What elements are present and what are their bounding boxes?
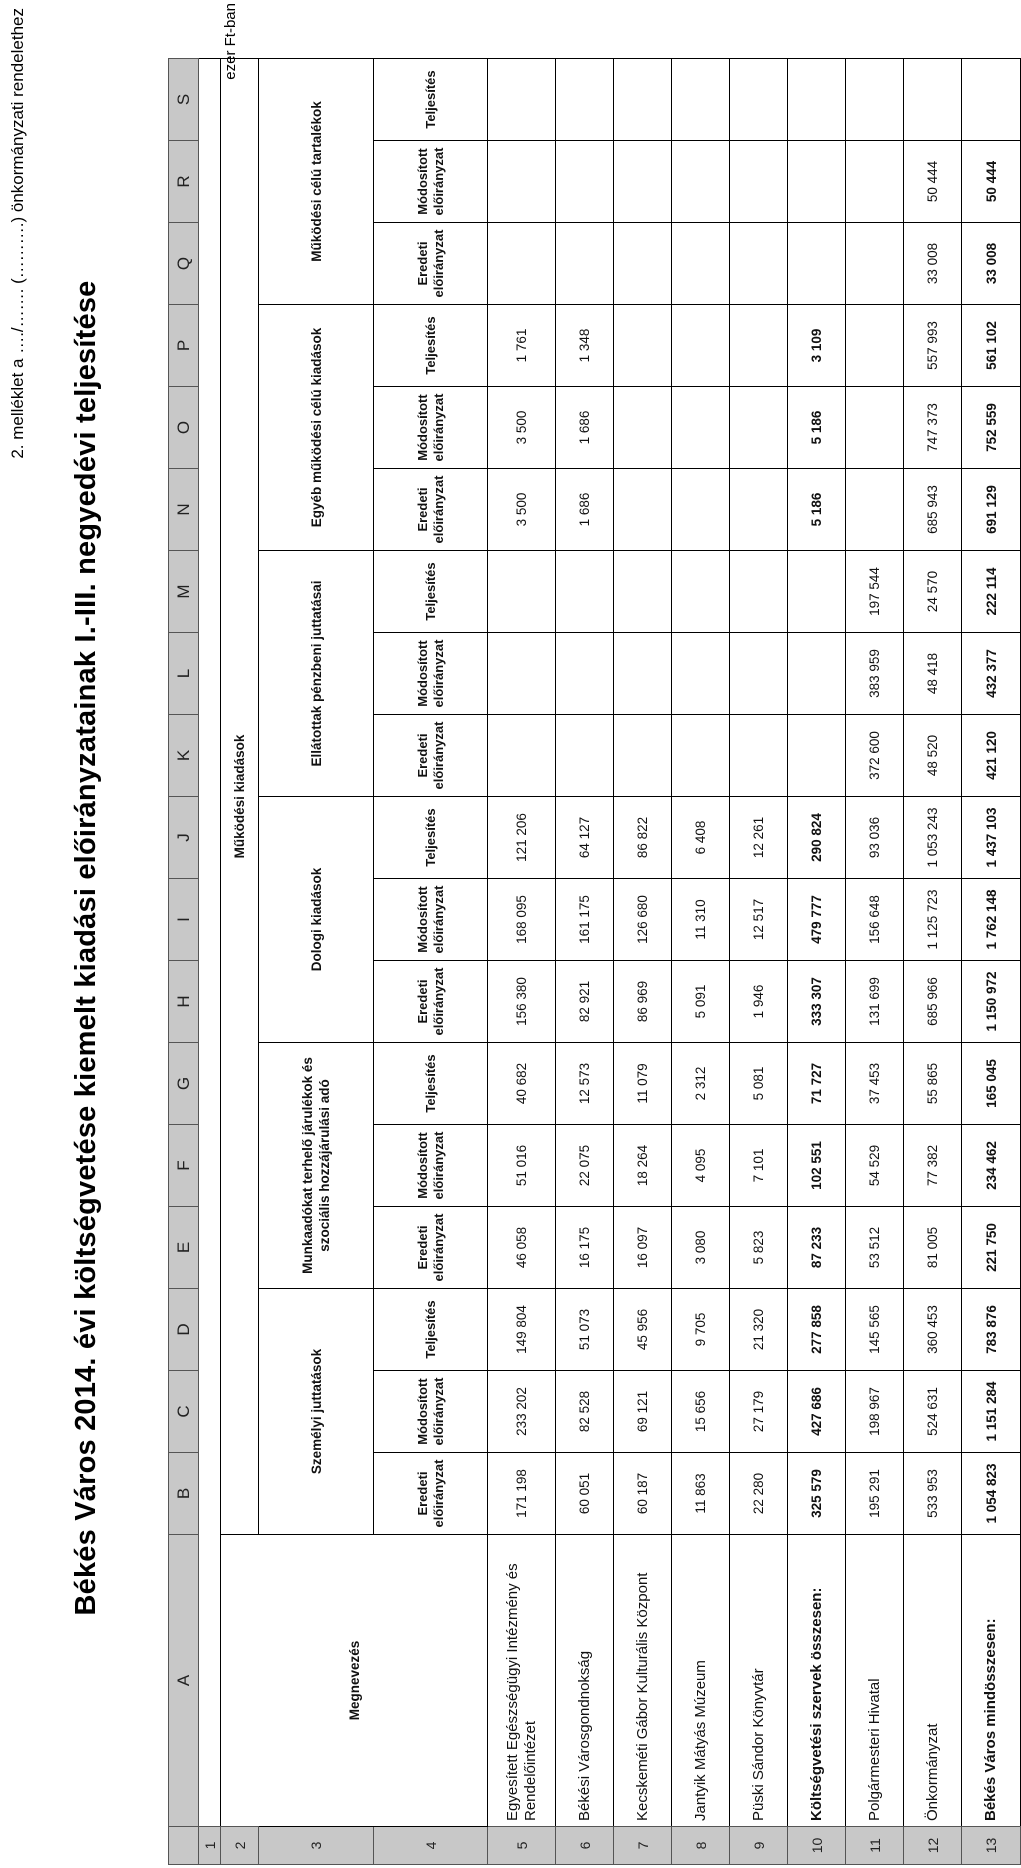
value-cell[interactable]: 233 202 [488, 1371, 556, 1453]
subheader-cell: Eredeti előirányzat [374, 1207, 488, 1289]
value-cell[interactable]: 12 517 [730, 879, 788, 961]
total-row [788, 59, 846, 1865]
value-cell[interactable]: 121 206 [488, 797, 556, 879]
value-cell[interactable]: 1 348 [556, 305, 614, 387]
table-row [904, 59, 962, 1865]
value-cell[interactable] [672, 633, 730, 715]
value-cell[interactable]: 5 091 [672, 961, 730, 1043]
value-cell[interactable]: 161 175 [556, 879, 614, 961]
corner-cell[interactable] [169, 1827, 199, 1865]
value-cell[interactable]: 1 946 [730, 961, 788, 1043]
subheader-cell: Módosított előirányzat [374, 1371, 488, 1453]
value-cell[interactable]: 1 686 [556, 469, 614, 551]
value-cell[interactable]: 16 097 [614, 1207, 672, 1289]
value-cell[interactable]: 783 876 [962, 1289, 1021, 1371]
subheader-cell: Eredeti előirányzat [374, 469, 488, 551]
row-number[interactable]: 7 [614, 1827, 672, 1865]
subheader-cell: Teljesítés [374, 797, 488, 879]
column-header-b[interactable]: B [169, 1453, 199, 1535]
column-header-m[interactable]: M [169, 551, 199, 633]
value-cell[interactable]: 432 377 [962, 633, 1021, 715]
column-header-e[interactable]: E [169, 1207, 199, 1289]
value-cell[interactable] [672, 469, 730, 551]
column-header-row [169, 59, 199, 1865]
value-cell[interactable]: 48 418 [904, 633, 962, 715]
table-row [556, 59, 614, 1865]
row-number[interactable]: 12 [904, 1827, 962, 1865]
value-cell[interactable] [788, 551, 846, 633]
column-header-r[interactable]: R [169, 141, 199, 223]
value-cell[interactable]: 9 705 [672, 1289, 730, 1371]
value-cell[interactable] [904, 59, 962, 141]
value-cell[interactable] [730, 305, 788, 387]
group-header: Egyéb működési célú kiadások [259, 305, 374, 551]
value-cell[interactable] [962, 59, 1021, 141]
value-cell[interactable]: 5 186 [788, 387, 846, 469]
value-cell[interactable]: 50 444 [962, 141, 1021, 223]
column-header-i[interactable]: I [169, 879, 199, 961]
value-cell[interactable] [788, 59, 846, 141]
value-cell[interactable]: 46 058 [488, 1207, 556, 1289]
group-header: Ellátottak pénzbeni juttatásai [259, 551, 374, 797]
header-row [221, 59, 259, 1865]
column-header-n[interactable]: N [169, 469, 199, 551]
row-name-cell[interactable]: Önkormányzat [904, 1535, 962, 1827]
value-cell[interactable] [846, 305, 904, 387]
value-cell[interactable] [730, 59, 788, 141]
subheader-cell: Eredeti előirányzat [374, 223, 488, 305]
value-cell[interactable]: 171 198 [488, 1453, 556, 1535]
value-cell[interactable]: 333 307 [788, 961, 846, 1043]
subheader-cell: Teljesítés [374, 59, 488, 141]
value-cell[interactable]: 24 570 [904, 551, 962, 633]
value-cell[interactable]: 5 081 [730, 1043, 788, 1125]
value-cell[interactable]: 383 959 [846, 633, 904, 715]
value-cell[interactable]: 557 993 [904, 305, 962, 387]
value-cell[interactable]: 1 053 243 [904, 797, 962, 879]
row-name-cell[interactable]: Polgármesteri Hivatal [846, 1535, 904, 1827]
row-number[interactable]: 4 [374, 1827, 488, 1865]
column-header-j[interactable]: J [169, 797, 199, 879]
value-cell[interactable]: 221 750 [962, 1207, 1021, 1289]
value-cell[interactable]: 165 045 [962, 1043, 1021, 1125]
value-cell[interactable]: 1 761 [488, 305, 556, 387]
empty-cell [199, 141, 221, 1827]
row-number[interactable]: 3 [259, 1827, 374, 1865]
value-cell[interactable]: 277 858 [788, 1289, 846, 1371]
value-cell[interactable] [730, 715, 788, 797]
name-column-header: Megnevezés [221, 1535, 488, 1827]
value-cell[interactable]: 5 186 [788, 469, 846, 551]
value-cell[interactable]: 33 008 [904, 223, 962, 305]
row-number[interactable]: 5 [488, 1827, 556, 1865]
value-cell[interactable]: 15 656 [672, 1371, 730, 1453]
value-cell[interactable] [556, 141, 614, 223]
value-cell[interactable] [788, 223, 846, 305]
value-cell[interactable]: 82 528 [556, 1371, 614, 1453]
value-cell[interactable]: 479 777 [788, 879, 846, 961]
value-cell[interactable] [556, 633, 614, 715]
value-cell[interactable]: 131 699 [846, 961, 904, 1043]
value-cell[interactable] [672, 141, 730, 223]
column-header-p[interactable]: P [169, 305, 199, 387]
row-number[interactable]: 9 [730, 1827, 788, 1865]
value-cell[interactable]: 60 051 [556, 1453, 614, 1535]
value-cell[interactable]: 60 187 [614, 1453, 672, 1535]
value-cell[interactable]: 149 804 [488, 1289, 556, 1371]
value-cell[interactable] [672, 551, 730, 633]
subheader-cell: Módosított előirányzat [374, 387, 488, 469]
subheader-cell: Módosított előirányzat [374, 633, 488, 715]
group-header: Személyi juttatások [259, 1289, 374, 1535]
value-cell[interactable]: 145 565 [846, 1289, 904, 1371]
value-cell[interactable]: 11 079 [614, 1043, 672, 1125]
row-number[interactable]: 13 [962, 1827, 1021, 1865]
subheader-cell: Eredeti előirányzat [374, 1453, 488, 1535]
subheader-cell: Módosított előirányzat [374, 141, 488, 223]
budget-table [168, 58, 1021, 1865]
value-cell[interactable]: 33 008 [962, 223, 1021, 305]
value-cell[interactable]: 81 005 [904, 1207, 962, 1289]
value-cell[interactable] [730, 141, 788, 223]
value-cell[interactable]: 21 320 [730, 1289, 788, 1371]
value-cell[interactable] [556, 551, 614, 633]
value-cell[interactable] [730, 551, 788, 633]
empty-cell [199, 59, 221, 141]
value-cell[interactable]: 51 016 [488, 1125, 556, 1207]
value-cell[interactable] [488, 715, 556, 797]
total-row [962, 59, 1021, 1865]
sheet-row [199, 59, 221, 1865]
column-header-l[interactable]: L [169, 633, 199, 715]
table-row [614, 59, 672, 1865]
column-header-q[interactable]: Q [169, 223, 199, 305]
value-cell[interactable]: 197 544 [846, 551, 904, 633]
value-cell[interactable]: 691 129 [962, 469, 1021, 551]
value-cell[interactable]: 18 264 [614, 1125, 672, 1207]
column-header-f[interactable]: F [169, 1125, 199, 1207]
row-number[interactable]: 10 [788, 1827, 846, 1865]
value-cell[interactable]: 168 095 [488, 879, 556, 961]
value-cell[interactable]: 86 969 [614, 961, 672, 1043]
value-cell[interactable]: 3 080 [672, 1207, 730, 1289]
subheader-cell: Teljesítés [374, 1289, 488, 1371]
value-cell[interactable]: 1 054 823 [962, 1453, 1021, 1535]
value-cell[interactable] [614, 551, 672, 633]
column-header-g[interactable]: G [169, 1043, 199, 1125]
value-cell[interactable]: 325 579 [788, 1453, 846, 1535]
table-row [488, 59, 556, 1865]
row-name-cell[interactable]: Jantyik Mátyás Múzeum [672, 1535, 730, 1827]
value-cell[interactable]: 421 120 [962, 715, 1021, 797]
value-cell[interactable]: 7 101 [730, 1125, 788, 1207]
value-cell[interactable]: 11 863 [672, 1453, 730, 1535]
value-cell[interactable] [846, 223, 904, 305]
value-cell[interactable] [614, 141, 672, 223]
group-header: Működési célú tartalékok [259, 59, 374, 305]
subheader-cell: Teljesítés [374, 551, 488, 633]
value-cell[interactable] [556, 59, 614, 141]
value-cell[interactable] [730, 387, 788, 469]
value-cell[interactable] [730, 469, 788, 551]
table-row [672, 59, 730, 1865]
value-cell[interactable] [488, 141, 556, 223]
value-cell[interactable]: 2 312 [672, 1043, 730, 1125]
value-cell[interactable] [614, 223, 672, 305]
value-cell[interactable] [614, 715, 672, 797]
table-row [846, 59, 904, 1865]
group-header: Dologi kiadások [259, 797, 374, 1043]
value-cell[interactable]: 64 127 [556, 797, 614, 879]
value-cell[interactable]: 156 380 [488, 961, 556, 1043]
value-cell[interactable] [488, 551, 556, 633]
row-number[interactable]: 6 [556, 1827, 614, 1865]
value-cell[interactable]: 747 373 [904, 387, 962, 469]
value-cell[interactable]: 37 453 [846, 1043, 904, 1125]
row-name-cell[interactable]: Egyesített Egészségügyi Intézmény és Rendelőintézet [488, 1535, 556, 1827]
value-cell[interactable]: 53 512 [846, 1207, 904, 1289]
row-number[interactable]: 11 [846, 1827, 904, 1865]
subheader-cell: Teljesítés [374, 1043, 488, 1125]
value-cell[interactable]: 1 125 723 [904, 879, 962, 961]
subheader-cell: Módosított előirányzat [374, 879, 488, 961]
value-cell[interactable]: 82 921 [556, 961, 614, 1043]
value-cell[interactable] [672, 305, 730, 387]
value-cell[interactable]: 752 559 [962, 387, 1021, 469]
value-cell[interactable] [614, 633, 672, 715]
value-cell[interactable]: 1 150 972 [962, 961, 1021, 1043]
value-cell[interactable] [672, 387, 730, 469]
row-name-cell[interactable]: Költségvetési szervek összesen: [788, 1535, 846, 1827]
value-cell[interactable]: 93 036 [846, 797, 904, 879]
value-cell[interactable]: 45 956 [614, 1289, 672, 1371]
column-header-k[interactable]: K [169, 715, 199, 797]
value-cell[interactable]: 198 967 [846, 1371, 904, 1453]
page-title: Békés Város 2014. évi költségvetése kiemelt kiadási előirányzatainak I.-III. negyedévi teljesítése [70, 280, 102, 1616]
value-cell[interactable]: 195 291 [846, 1453, 904, 1535]
value-cell[interactable] [730, 633, 788, 715]
value-cell[interactable] [614, 305, 672, 387]
value-cell[interactable]: 86 822 [614, 797, 672, 879]
value-cell[interactable] [846, 387, 904, 469]
value-cell[interactable]: 55 865 [904, 1043, 962, 1125]
subheader-cell: Eredeti előirányzat [374, 715, 488, 797]
value-cell[interactable] [672, 59, 730, 141]
value-cell[interactable] [788, 141, 846, 223]
value-cell[interactable]: 51 073 [556, 1289, 614, 1371]
value-cell[interactable]: 87 233 [788, 1207, 846, 1289]
value-cell[interactable]: 156 648 [846, 879, 904, 961]
main-group-header: Működési kiadások [221, 59, 259, 1535]
value-cell[interactable]: 11 310 [672, 879, 730, 961]
value-cell[interactable]: 685 966 [904, 961, 962, 1043]
column-header-a[interactable]: A [169, 1535, 199, 1827]
value-cell[interactable]: 4 095 [672, 1125, 730, 1207]
value-cell[interactable] [614, 59, 672, 141]
value-cell[interactable] [672, 715, 730, 797]
value-cell[interactable]: 27 179 [730, 1371, 788, 1453]
value-cell[interactable]: 290 824 [788, 797, 846, 879]
unit-label: ezer Ft-ban [222, 3, 239, 80]
row-name-cell[interactable]: Békés Város mindösszesen: [962, 1535, 1021, 1827]
value-cell[interactable] [788, 715, 846, 797]
value-cell[interactable]: 524 631 [904, 1371, 962, 1453]
value-cell[interactable]: 6 408 [672, 797, 730, 879]
value-cell[interactable]: 427 686 [788, 1371, 846, 1453]
value-cell[interactable] [556, 223, 614, 305]
value-cell[interactable] [730, 223, 788, 305]
value-cell[interactable]: 77 382 [904, 1125, 962, 1207]
value-cell[interactable]: 1 762 148 [962, 879, 1021, 961]
column-header-h[interactable]: H [169, 961, 199, 1043]
column-header-o[interactable]: O [169, 387, 199, 469]
value-cell[interactable]: 22 280 [730, 1453, 788, 1535]
value-cell[interactable]: 533 953 [904, 1453, 962, 1535]
value-cell[interactable]: 22 075 [556, 1125, 614, 1207]
value-cell[interactable]: 1 686 [556, 387, 614, 469]
value-cell[interactable]: 12 573 [556, 1043, 614, 1125]
value-cell[interactable]: 102 551 [788, 1125, 846, 1207]
row-name-cell[interactable]: Püski Sándor Könyvtár [730, 1535, 788, 1827]
value-cell[interactable] [614, 387, 672, 469]
value-cell[interactable]: 40 682 [488, 1043, 556, 1125]
value-cell[interactable] [488, 223, 556, 305]
value-cell[interactable]: 12 261 [730, 797, 788, 879]
subheader-cell: Eredeti előirányzat [374, 961, 488, 1043]
column-header-c[interactable]: C [169, 1371, 199, 1453]
value-cell[interactable]: 50 444 [904, 141, 962, 223]
value-cell[interactable] [488, 59, 556, 141]
value-cell[interactable]: 126 680 [614, 879, 672, 961]
value-cell[interactable]: 1 151 284 [962, 1371, 1021, 1453]
value-cell[interactable]: 69 121 [614, 1371, 672, 1453]
value-cell[interactable]: 360 453 [904, 1289, 962, 1371]
row-number[interactable]: 1 [199, 1827, 221, 1865]
value-cell[interactable]: 3 500 [488, 469, 556, 551]
value-cell[interactable] [788, 633, 846, 715]
row-number[interactable]: 2 [221, 1827, 259, 1865]
value-cell[interactable]: 1 437 103 [962, 797, 1021, 879]
value-cell[interactable] [846, 469, 904, 551]
table-row [730, 59, 788, 1865]
group-header: Munkaadókat terhelő járulékok és szociális hozzájárulási adó [259, 1043, 374, 1289]
row-name-cell[interactable]: Békési Városgondnokság [556, 1535, 614, 1827]
subheader-cell: Módosított előirányzat [374, 1125, 488, 1207]
value-cell[interactable] [556, 715, 614, 797]
subheader-cell: Teljesítés [374, 305, 488, 387]
row-name-cell[interactable]: Kecskeméti Gábor Kulturális Központ [614, 1535, 672, 1827]
value-cell[interactable]: 3 109 [788, 305, 846, 387]
column-header-d[interactable]: D [169, 1289, 199, 1371]
value-cell[interactable] [488, 633, 556, 715]
value-cell[interactable]: 5 823 [730, 1207, 788, 1289]
value-cell[interactable] [614, 469, 672, 551]
value-cell[interactable] [672, 223, 730, 305]
column-header-s[interactable]: S [169, 59, 199, 141]
value-cell[interactable]: 16 175 [556, 1207, 614, 1289]
value-cell[interactable]: 372 600 [846, 715, 904, 797]
value-cell[interactable]: 54 529 [846, 1125, 904, 1207]
value-cell[interactable]: 48 520 [904, 715, 962, 797]
annex-note: 2. melléklet a …./……. (……….) önkormányzati rendelethez [8, 8, 27, 459]
value-cell[interactable]: 561 102 [962, 305, 1021, 387]
value-cell[interactable] [846, 59, 904, 141]
value-cell[interactable]: 685 943 [904, 469, 962, 551]
value-cell[interactable]: 71 727 [788, 1043, 846, 1125]
value-cell[interactable] [846, 141, 904, 223]
value-cell[interactable]: 3 500 [488, 387, 556, 469]
row-number[interactable]: 8 [672, 1827, 730, 1865]
value-cell[interactable]: 222 114 [962, 551, 1021, 633]
value-cell[interactable]: 234 462 [962, 1125, 1021, 1207]
